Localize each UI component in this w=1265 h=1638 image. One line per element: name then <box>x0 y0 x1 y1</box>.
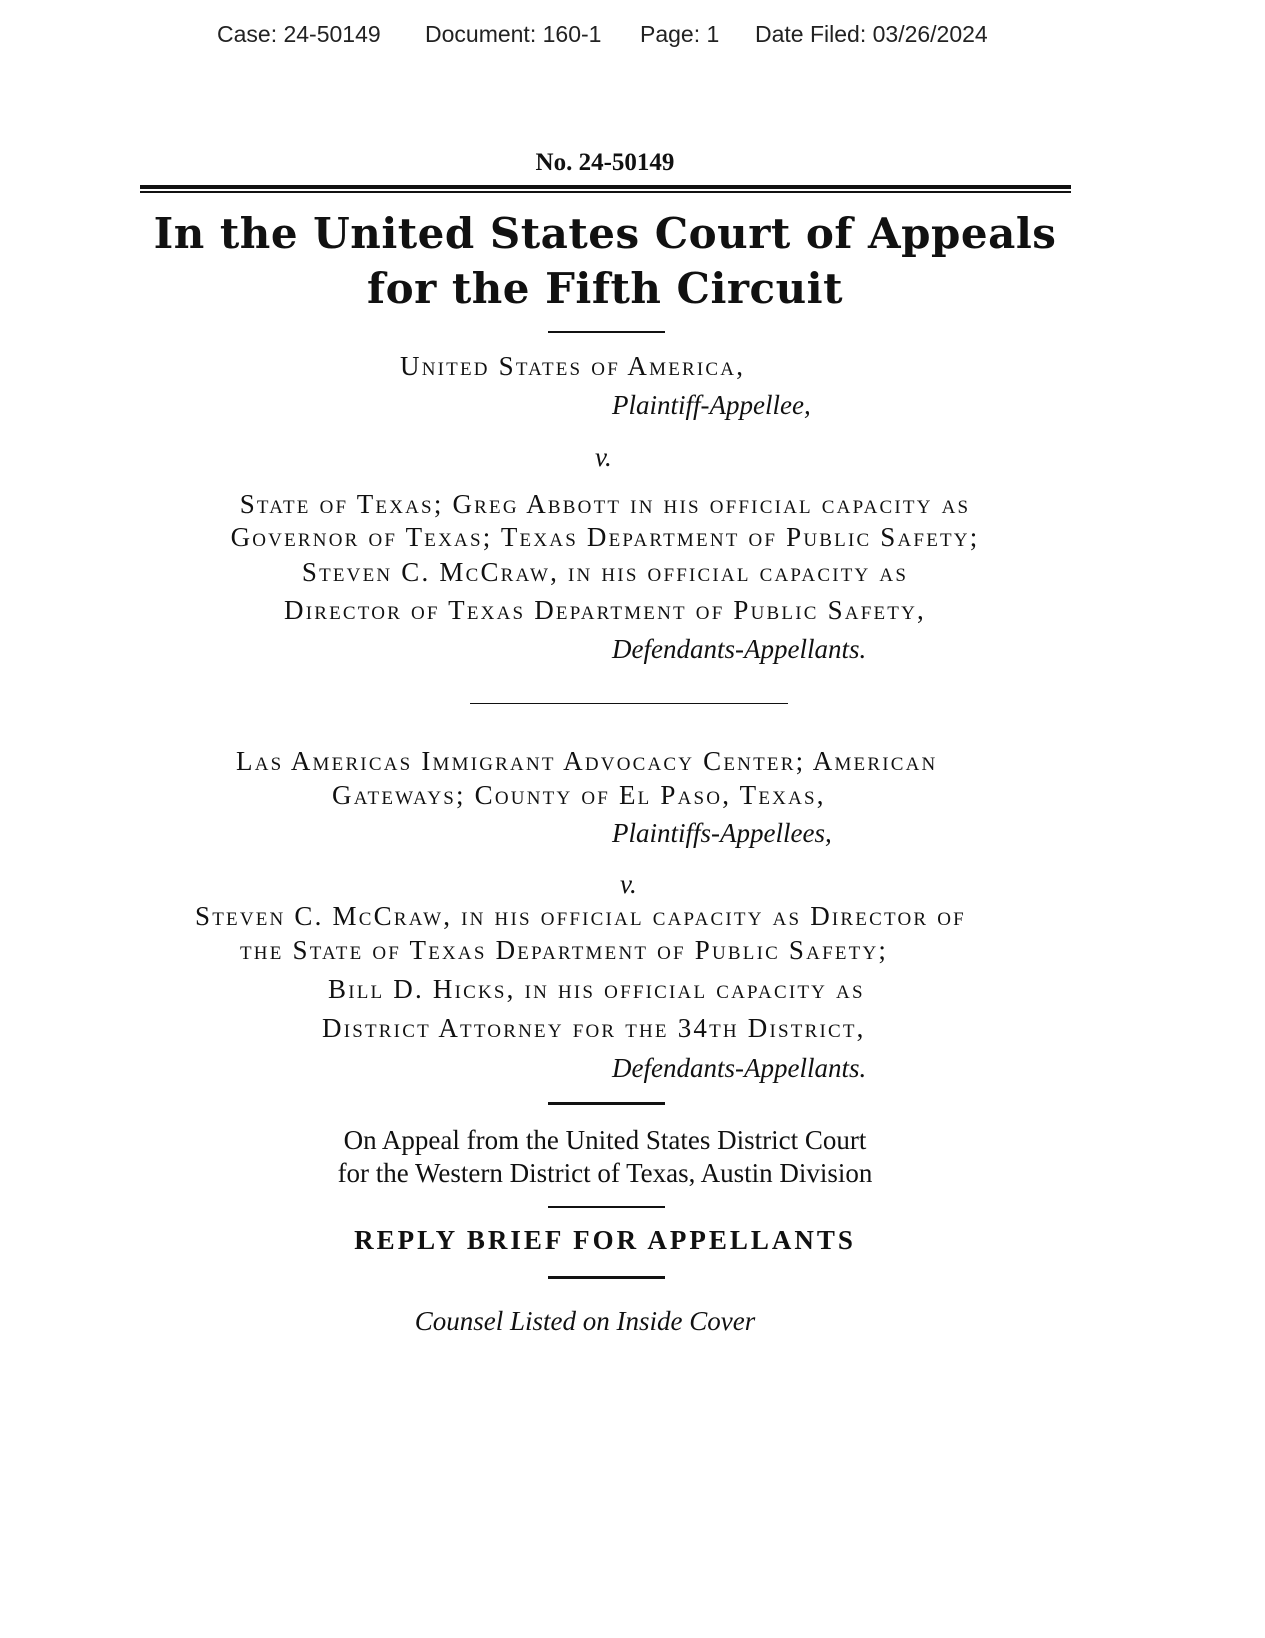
defendant-line: Director of Texas Department of Public Safety, <box>284 595 926 625</box>
plaintiff-role: Plaintiff-Appellee, <box>612 390 811 420</box>
plaintiffs-role: Plaintiffs-Appellees, <box>612 818 832 848</box>
plaintiff-line: Gateways; County of El Paso, Texas, <box>332 780 826 810</box>
date-filed: Date Filed: 03/26/2024 <box>755 21 988 47</box>
appeal-line1: On Appeal from the United States District Court <box>343 1125 867 1155</box>
brief-title: REPLY BRIEF FOR APPELLANTS <box>354 1225 856 1255</box>
case-separator <box>470 703 788 704</box>
divider <box>548 1102 665 1105</box>
versus: v. <box>595 442 612 472</box>
appeal-line2: for the Western District of Texas, Austin Division <box>337 1158 873 1188</box>
defendant-line: Steven C. McCraw, in his official capacity as <box>301 557 909 587</box>
page-number: Page: 1 <box>640 21 720 47</box>
divider <box>548 1276 665 1279</box>
defendants-role: Defendants-Appellants. <box>612 634 867 664</box>
versus: v. <box>620 869 637 899</box>
counsel-note: Counsel Listed on Inside Cover <box>414 1306 756 1336</box>
court-title-line1: In the United States Court of Appeals <box>153 209 1057 258</box>
plaintiff-name: United States of America, <box>400 351 746 381</box>
defendant-line: the State of Texas Department of Public Safety; <box>240 935 889 965</box>
docket-number: No. 24-50149 <box>535 149 675 176</box>
divider <box>548 331 665 333</box>
case-number: Case: 24-50149 <box>217 21 381 47</box>
divider <box>548 1206 665 1208</box>
double-rule-bottom <box>140 191 1071 193</box>
court-title-line2: for the Fifth Circuit <box>367 264 843 313</box>
document-number: Document: 160-1 <box>425 21 602 47</box>
defendants-role: Defendants-Appellants. <box>612 1053 867 1083</box>
defendant-line: District Attorney for the 34th District, <box>322 1013 866 1043</box>
defendant-line: Governor of Texas; Texas Department of Public Safety; <box>230 522 980 552</box>
defendant-line: Steven C. McCraw, in his official capacity as Director of <box>195 901 966 931</box>
double-rule-top <box>140 185 1071 189</box>
defendant-line: Bill D. Hicks, in his official capacity as <box>328 974 865 1004</box>
plaintiff-line: Las Americas Immigrant Advocacy Center; American <box>236 746 938 776</box>
defendant-line: State of Texas; Greg Abbott in his official capacity as <box>239 489 971 519</box>
